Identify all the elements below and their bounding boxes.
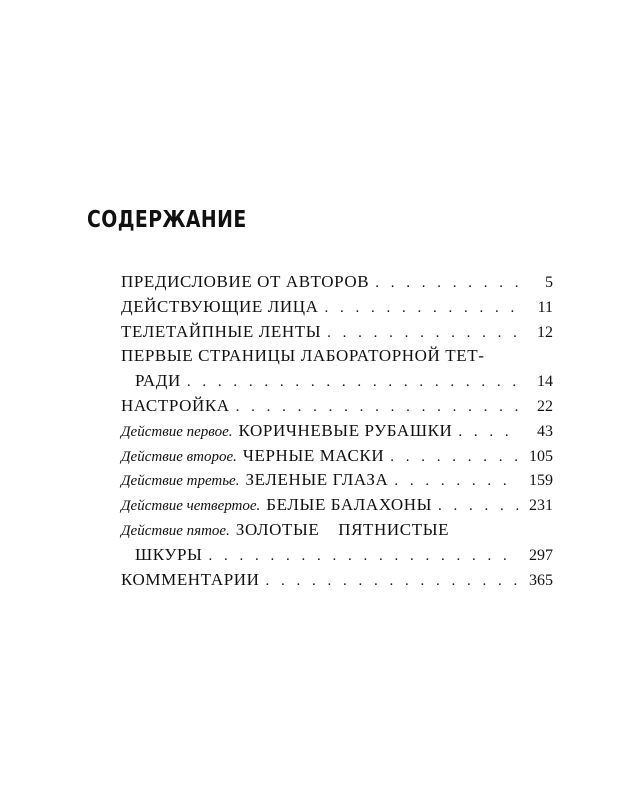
act-label: Действие четвертое. [121,498,261,515]
toc-entry[interactable] [121,295,553,320]
page-number: 159 [529,472,553,490]
entry-title: БЕЛЫЕ БАЛАХОНЫ [266,495,433,515]
act-label: Действие третье. [121,473,240,490]
toc-entry-continuation[interactable] [121,369,553,394]
act-label: Действие первое. [121,423,233,440]
entry-title: ТЕЛЕТАЙПНЫЕ ЛЕНТЫ [121,321,322,341]
entry-title: КОРИЧНЕВЫЕ РУБАШКИ [238,420,453,440]
dot-leader [324,296,519,321]
page-number: 231 [529,497,553,515]
page-number: 297 [529,546,553,564]
toc-entry[interactable] [121,419,553,444]
page-number: 43 [537,422,553,440]
page-number: 12 [537,323,553,341]
toc-entry-continuation[interactable] [121,543,553,568]
dot-leader [375,271,519,296]
entry-title: ЧЕРНЫЕ МАСКИ [242,445,385,465]
toc-entry[interactable] [121,493,553,518]
act-label: Действие второе. [121,448,237,465]
dot-leader [390,445,519,470]
page-number: 11 [537,298,553,316]
dot-leader [208,544,519,569]
entry-title: ДЕЙСТВУЮЩИЕ ЛИЦА [121,296,319,316]
toc-entry[interactable] [121,444,553,469]
page-number: 365 [529,571,553,589]
dot-leader [266,569,519,594]
entry-title-continued: ШКУРЫ [135,544,203,564]
toc-entry[interactable] [121,320,553,345]
page-number: 5 [545,274,553,291]
entry-title: ПЕРВЫЕ СТРАНИЦЫ ЛАБОРАТОРНОЙ ТЕТ- [121,346,485,366]
entry-title: ПРЕДИСЛОВИЕ ОТ АВТОРОВ [121,272,370,291]
toc-entry[interactable] [121,344,553,369]
dot-leader [394,469,519,494]
entry-title: ЗОЛОТЫЕ ПЯТНИСТЫЕ [235,519,450,539]
entry-title: ЗЕЛЕНЫЕ ГЛАЗА [245,470,389,490]
page-number: 22 [537,397,553,415]
toc-entry[interactable] [121,518,553,543]
page-number: 105 [529,447,553,465]
toc-entry[interactable] [121,568,553,593]
toc-entry[interactable] [121,394,553,419]
dot-leader [458,420,519,445]
toc-entry[interactable] [121,468,553,493]
act-label: Действие пятое. [121,522,230,539]
dot-leader [187,370,519,395]
table-of-contents [121,270,553,592]
dot-leader [236,395,519,420]
toc-heading: СОДЕРЖАНИЕ [87,207,247,233]
entry-title: НАСТРОЙКА [121,395,230,415]
dot-leader [438,494,519,519]
dot-leader [327,321,519,346]
toc-entry[interactable] [121,270,553,295]
entry-title: КОММЕНТАРИИ [121,569,260,589]
page-number: 14 [537,373,553,391]
entry-title-continued: РАДИ [135,371,181,391]
